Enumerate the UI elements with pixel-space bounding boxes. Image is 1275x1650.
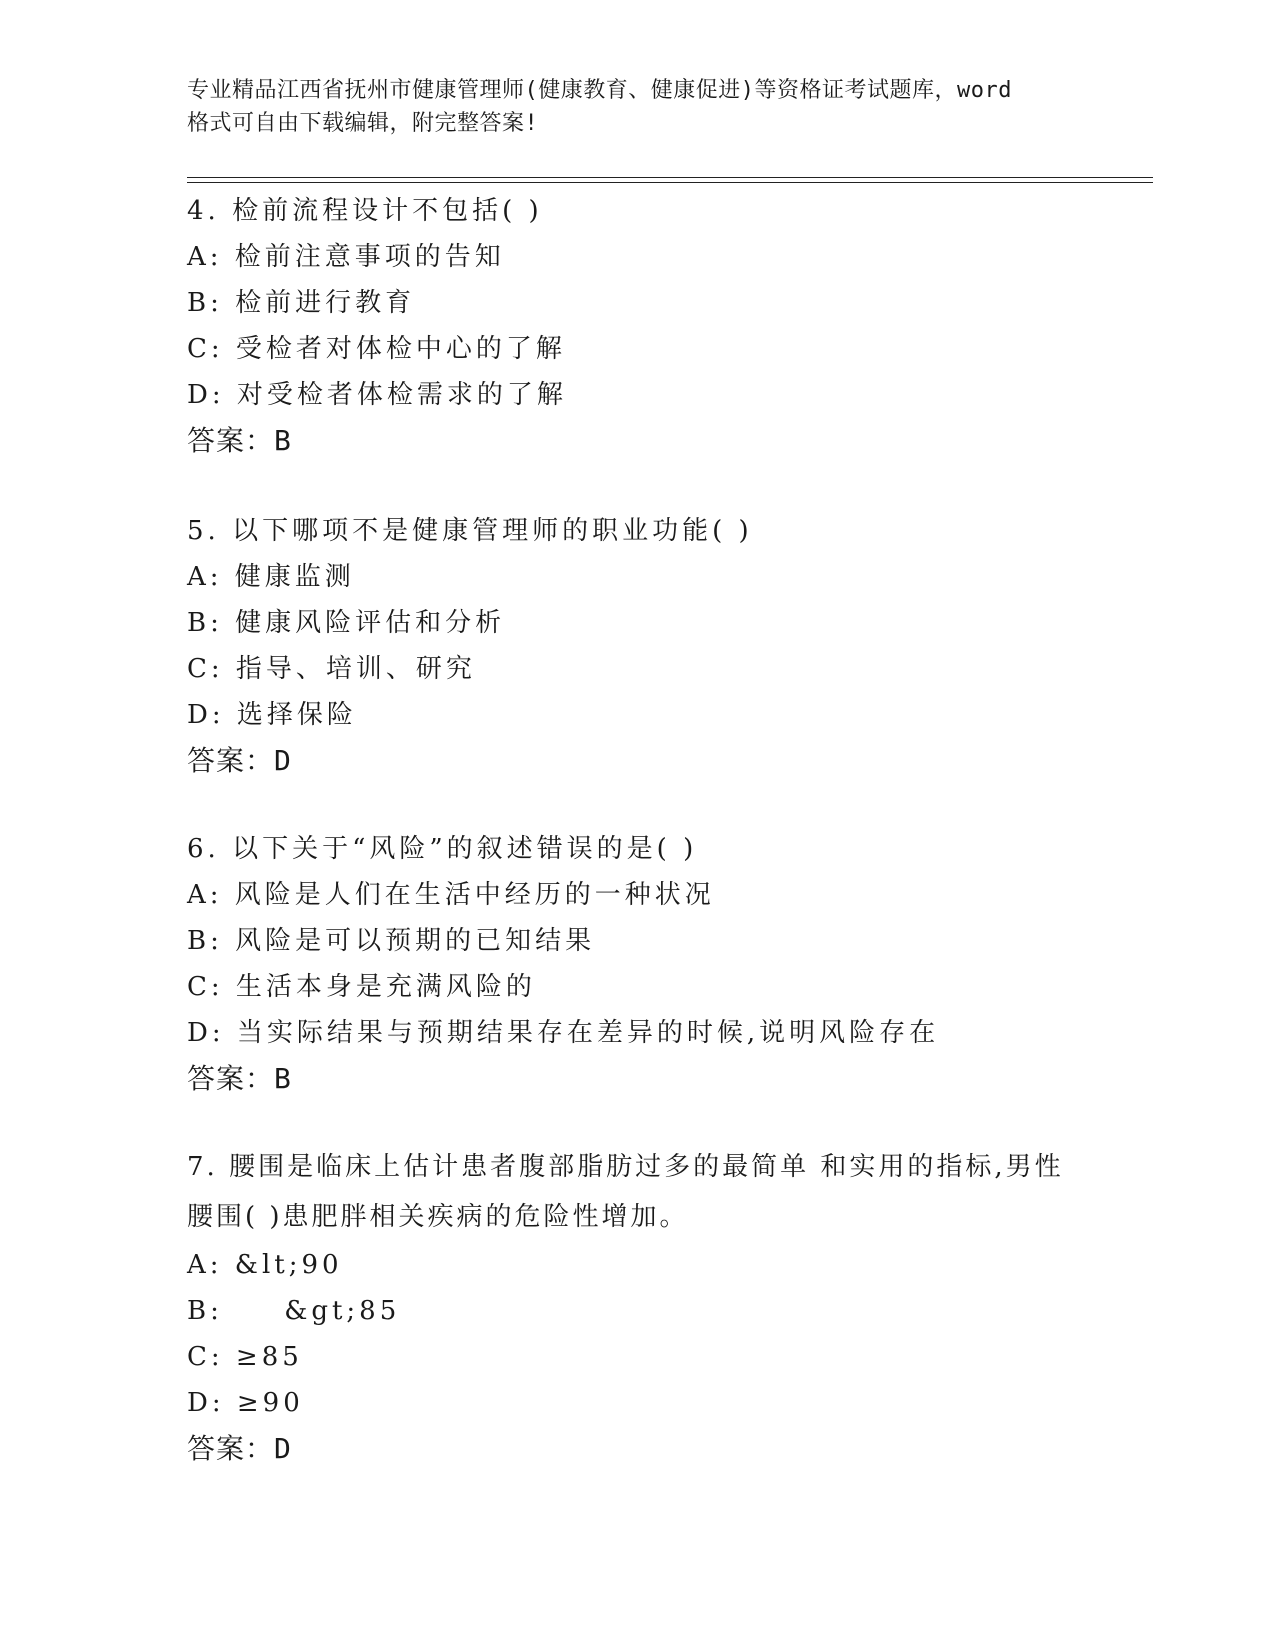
- option-d: D: ≥90: [187, 1388, 304, 1418]
- answer-label: 答案：B: [187, 1062, 292, 1095]
- option-c: C: ≥85: [187, 1342, 303, 1372]
- option-a: A: 健康监测: [187, 562, 355, 592]
- option-c: C: 生活本身是充满风险的: [187, 972, 536, 1002]
- answer-label: 答案：D: [187, 744, 292, 777]
- option-a: A: 检前注意事项的告知: [187, 242, 505, 272]
- option-b: B: 检前进行教育: [187, 288, 416, 318]
- question-6: [187, 826, 1137, 1102]
- question-stem-line-2: 腰围( )患肥胖相关疾病的危险性增加。: [187, 1202, 689, 1232]
- question-stem: 4. 检前流程设计不包括( ): [187, 196, 543, 226]
- header-divider-bottom: [187, 182, 1153, 183]
- option-a: A: 风险是人们在生活中经历的一种状况: [187, 880, 715, 910]
- question-7: [187, 1142, 1137, 1472]
- question-stem: 5. 以下哪项不是健康管理师的职业功能( ): [187, 516, 753, 546]
- question-4: [187, 188, 1137, 464]
- question-5: [187, 508, 1137, 784]
- question-stem-line-1: 7. 腰围是临床上估计患者腹部脂肪过多的最简单 和实用的指标,男性: [187, 1152, 1064, 1182]
- answer-label: 答案：D: [187, 1432, 292, 1465]
- answer-label: 答案：B: [187, 424, 292, 457]
- option-d: D: 当实际结果与预期结果存在差异的时候,说明风险存在: [187, 1018, 940, 1048]
- option-a: A: &lt;90: [187, 1250, 343, 1280]
- header-divider-top: [187, 177, 1153, 178]
- option-b: B: &gt;85: [187, 1296, 401, 1326]
- header-line-1: 专业精品江西省抚州市健康管理师(健康教育、健康促进)等资格证考试题库，word: [187, 78, 1012, 103]
- option-d: D: 对受检者体检需求的了解: [187, 380, 567, 410]
- document-header: [187, 74, 1087, 140]
- option-d: D: 选择保险: [187, 700, 357, 730]
- question-stem: 6. 以下关于“风险”的叙述错误的是( ): [187, 834, 698, 864]
- option-c: C: 受检者对体检中心的了解: [187, 334, 566, 364]
- option-b: B: 健康风险评估和分析: [187, 608, 506, 638]
- option-b: B: 风险是可以预期的已知结果: [187, 926, 596, 956]
- option-c: C: 指导、培训、研究: [187, 654, 476, 684]
- header-line-2: 格式可自由下载编辑，附完整答案!: [187, 111, 539, 136]
